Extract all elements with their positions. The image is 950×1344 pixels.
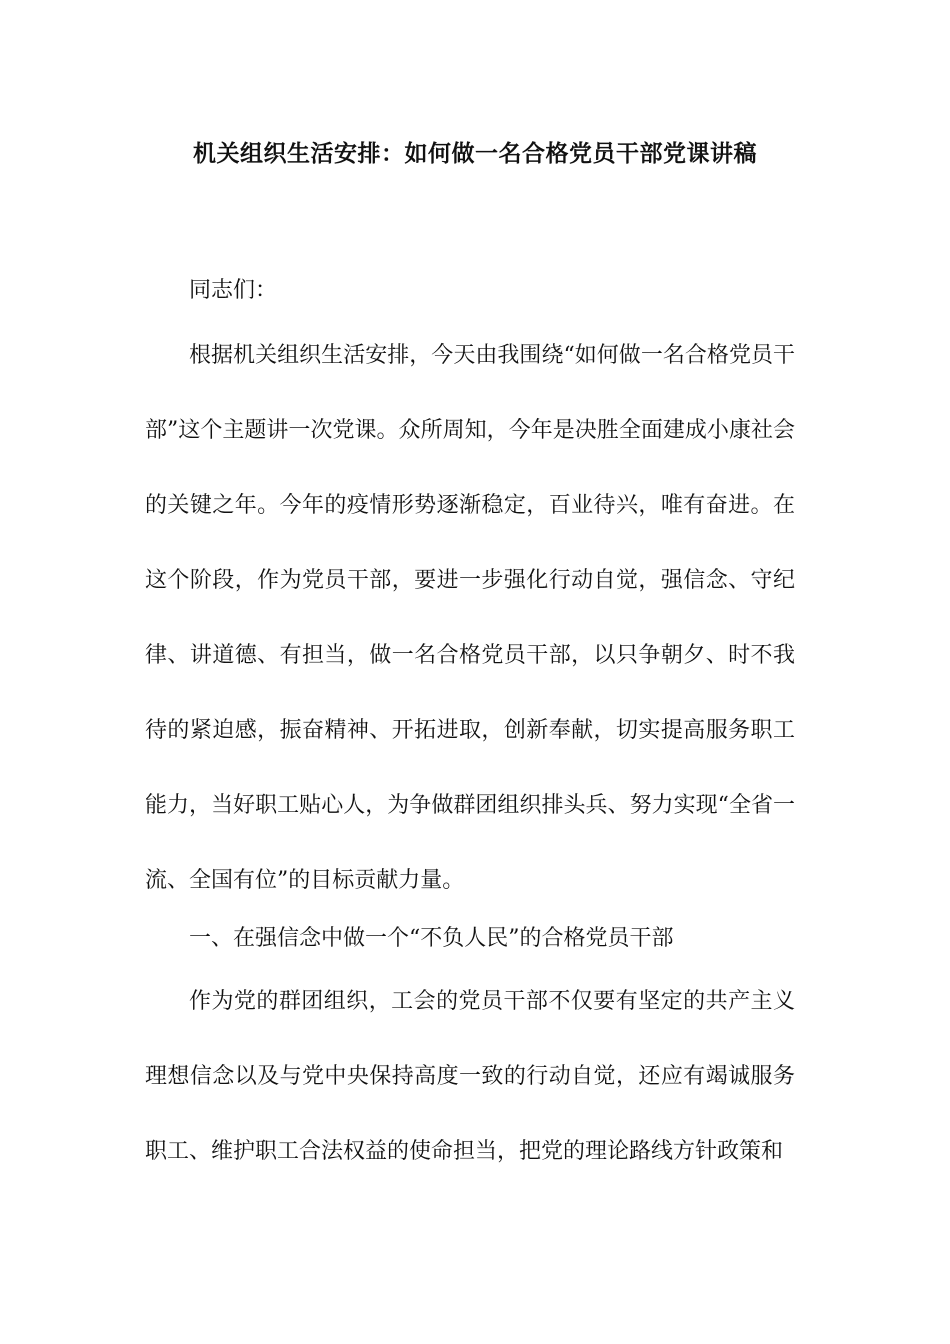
document-title: 机关组织生活安排：如何做一名合格党员干部党课讲稿	[193, 141, 757, 167]
intro-paragraph: 根据机关组织生活安排，今天由我围绕“如何做一名合格党员干部”这个主题讲一次党课。众所周知，今年是决胜全面建成小康社会的关键之年。今年的疫情形势逐渐稳定，百业待兴，唯有奋进。在这个阶段，作为党员干部，要进一步强化行动自觉，强信念、守纪律、讲道德、有担当，做一名合格党员干部，以只争朝夕、时不我待的紧迫感，振奋精神、开拓进取，创新奉献，切实提高服务职工能力，当好职工贴心人，为争做群团组织排头兵、努力实现“全省一流、全国有位”的目标贡献力量。	[145, 343, 795, 893]
section-heading-1: 一、在强信念中做一个“不负人民”的合格党员干部	[189, 926, 674, 951]
section-paragraph-1: 作为党的群团组织，工会的党员干部不仅要有坚定的共产主义理想信念以及与党中央保持高度一致的行动自觉，还应有竭诚服务职工、维护职工合法权益的使命担当，把党的理论路线方针政策和	[145, 989, 795, 1164]
salutation: 同志们：	[189, 278, 278, 303]
